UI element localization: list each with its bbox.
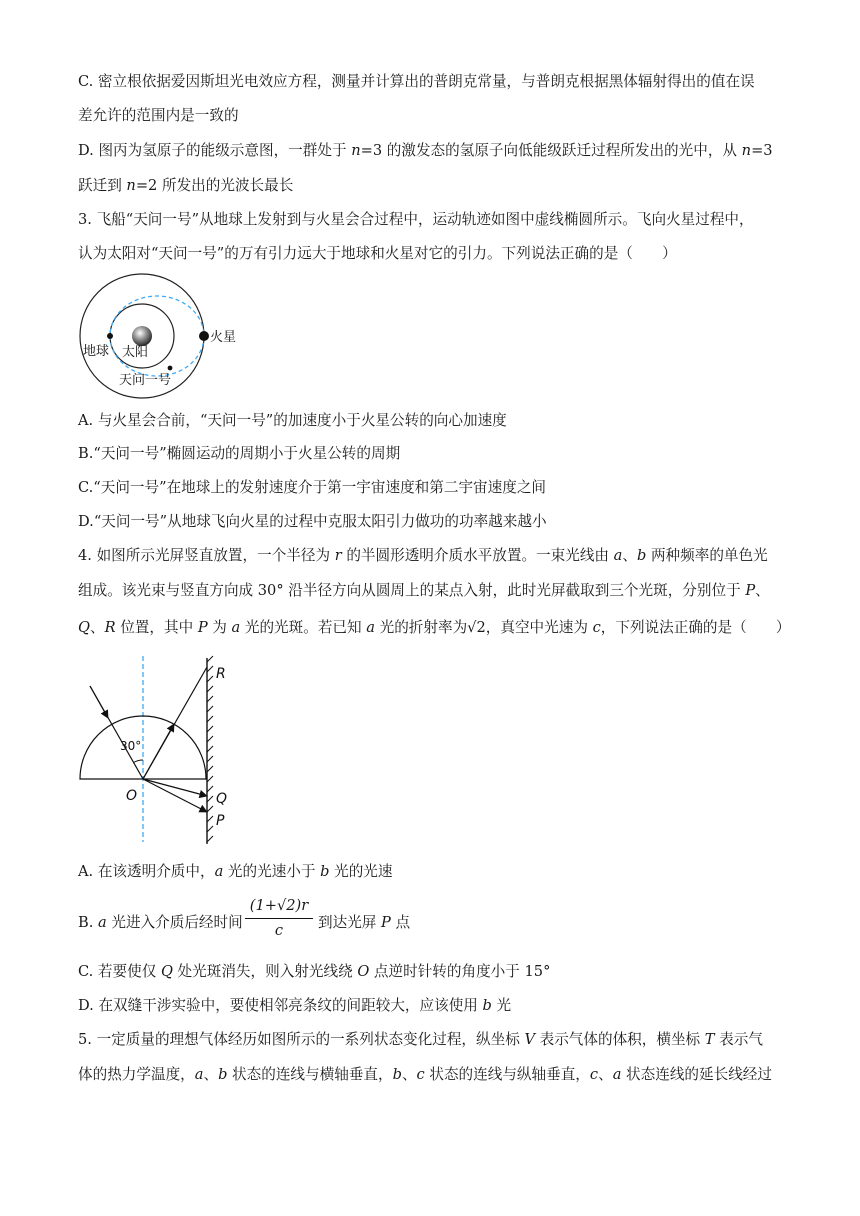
screen-hatching xyxy=(207,656,213,842)
q4-stem-line3: Q、R 位置，其中 P 为 a 光的光斑。若已知 a 光的折射率为√2，真空中光速为 c，下列说法正确的是（ ） xyxy=(78,619,791,636)
label-mars: 火星 xyxy=(210,330,237,345)
q5-stem-line1: 5. 一定质量的理想气体经历如图所示的一系列状态变化过程，纵坐标 V 表示气体的体积，横坐标 T 表示气 xyxy=(78,1031,763,1048)
reflected-ray-arrow xyxy=(143,724,174,779)
q4-option-b-prefix: B. a 光进入介质后经时间 xyxy=(78,914,243,931)
label-P: P xyxy=(216,813,225,829)
q4-stem-line2: 组成。该光束与竖直方向成 30° 沿半径方向从圆周上的某点入射，此时光屏截取到三个光斑，分别位于 P、 xyxy=(78,582,770,599)
q3-option-d: D.“天问一号”从地球飞向火星的过程中克服太阳引力做功的功率越来越小 xyxy=(78,513,547,530)
refracted-ray-a xyxy=(143,779,207,812)
q3-stem-line2: 认为太阳对“天问一号”的万有引力远大于地球和火星对它的引力。下列说法正确的是（ ） xyxy=(78,245,677,262)
q5-stem-line2: 体的热力学温度，a、b 状态的连线与横轴垂直，b、c 状态的连线与纵轴垂直，c、a 状态连线的延长线经过 xyxy=(78,1066,772,1083)
time-fraction xyxy=(245,896,313,941)
probe-dot-icon xyxy=(168,366,173,371)
q3-option-c: C.“天问一号”在地球上的发射速度介于第一宇宙速度和第二宇宙速度之间 xyxy=(78,479,547,496)
label-earth: 地球 xyxy=(83,344,110,359)
incident-ray-arrow xyxy=(90,686,108,718)
q4-option-c: C. 若要使仅 Q 处光斑消失，则入射光线绕 O 点逆时针转的角度小于 15° xyxy=(78,963,551,980)
label-R: R xyxy=(216,666,226,682)
q3-option-a: A. 与火星会合前，“天问一号”的加速度小于火星公转的向心加速度 xyxy=(78,412,507,429)
label-probe: 天问一号 xyxy=(119,373,172,388)
angle-arc xyxy=(134,760,144,763)
q4-option-b-suffix: 到达光屏 P 点 xyxy=(318,914,411,931)
sun-icon xyxy=(132,326,152,346)
q3-stem-line1: 3. 飞船“天问一号”从地球上发射到与火星会合过程中，运动轨迹如图中虚线椭圆所示。飞向火星过程中， xyxy=(78,211,754,228)
q2-option-d-line1: D. 图丙为氢原子的能级示意图，一群处于 n=3 的激发态的氢原子向低能级跃迁过程所发出的光中，从 n=3 xyxy=(78,142,773,159)
q2-option-c-line1: C. 密立根依据爱因斯坦光电效应方程，测量并计算出的普朗克常量，与普朗克根据黑体辐射得出的值在误 xyxy=(78,73,755,90)
refracted-ray-b xyxy=(143,779,207,796)
label-sun: 太阳 xyxy=(122,345,149,360)
fraction-bar xyxy=(245,918,313,919)
q4-stem-line1: 4. 如图所示光屏竖直放置，一个半径为 r 的半圆形透明介质水平放置。一束光线由 a、b 两种频率的单色光 xyxy=(78,547,768,564)
label-O: O xyxy=(126,788,138,804)
q3-orbit-figure xyxy=(78,272,258,400)
label-Q: Q xyxy=(216,791,228,807)
fraction-numerator: (1+√2)r xyxy=(249,897,309,914)
label-angle: 30° xyxy=(120,739,142,753)
q2-option-d-line2: 跃迁到 n=2 所发出的光波长最长 xyxy=(78,177,294,194)
sqrt2: √2 xyxy=(467,619,486,636)
q4-option-d: D. 在双缝干涉实验中，要使相邻亮条纹的间距较大，应该使用 b 光 xyxy=(78,997,512,1014)
q4-option-a: A. 在该透明介质中，a 光的光速小于 b 光的光速 xyxy=(78,863,393,880)
q2-option-c-line2: 差允许的范围内是一致的 xyxy=(78,107,239,124)
fraction-denominator: c xyxy=(274,922,284,939)
q4-optics-figure xyxy=(78,652,248,850)
earth-dot-icon xyxy=(107,333,113,339)
mars-dot-icon xyxy=(199,331,209,341)
q3-option-b: B.“天问一号”椭圆运动的周期小于火星公转的周期 xyxy=(78,445,401,462)
